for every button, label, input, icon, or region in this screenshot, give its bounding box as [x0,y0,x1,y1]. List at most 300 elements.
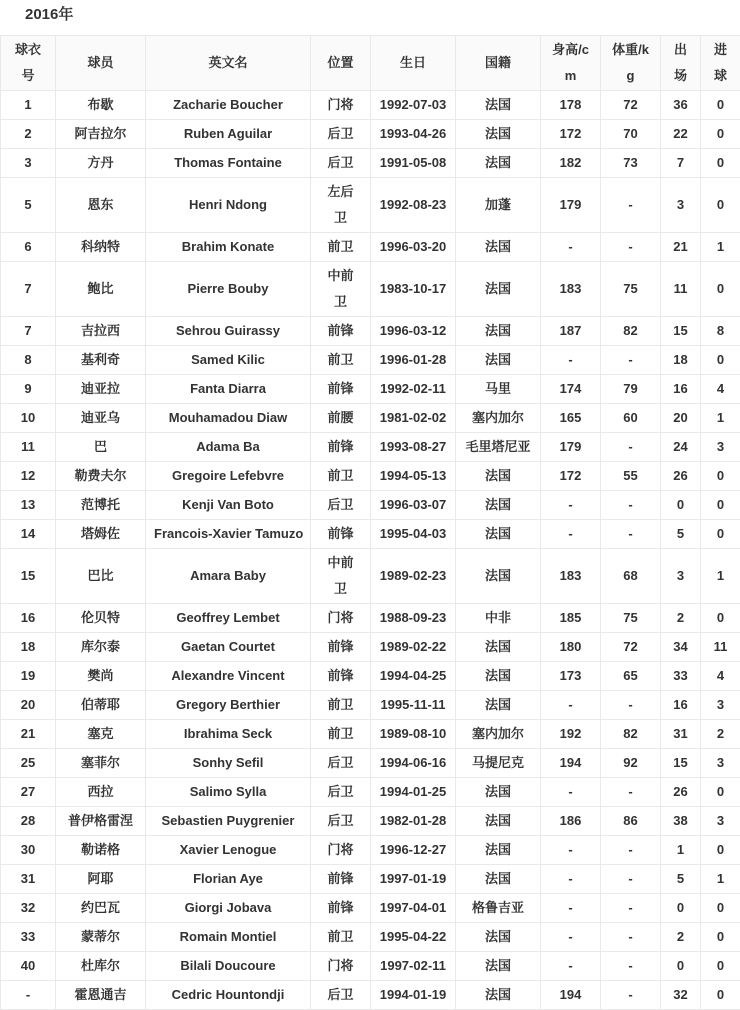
cell-player-name-en: Florian Aye [146,865,311,894]
cell-appearances: 7 [661,149,701,178]
column-header-position: 位置 [311,36,371,91]
cell-goals: 2 [701,720,740,749]
cell-jersey-number: 1 [1,91,56,120]
cell-height: 186 [541,807,601,836]
cell-jersey-number: 8 [1,346,56,375]
table-row [1,317,740,346]
cell-player-name-cn: 范博托 [56,491,146,520]
cell-weight: - [601,346,661,375]
cell-weight: 68 [601,549,661,604]
cell-player-name-en: Sonhy Sefil [146,749,311,778]
cell-weight: 92 [601,749,661,778]
cell-player-name-cn: 杜库尔 [56,952,146,981]
cell-weight: 82 [601,317,661,346]
cell-jersey-number: 31 [1,865,56,894]
table-row [1,691,740,720]
cell-nationality: 法国 [456,346,541,375]
cell-nationality: 法国 [456,262,541,317]
cell-player-name-cn: 霍恩通吉 [56,981,146,1010]
cell-goals: 0 [701,778,740,807]
cell-player-name-cn: 鲍比 [56,262,146,317]
table-row [1,491,740,520]
cell-height: - [541,346,601,375]
cell-height: - [541,691,601,720]
cell-weight: - [601,520,661,549]
cell-jersey-number: 15 [1,549,56,604]
cell-weight: 70 [601,120,661,149]
cell-nationality: 加蓬 [456,178,541,233]
cell-nationality: 法国 [456,549,541,604]
cell-appearances: 34 [661,633,701,662]
cell-player-name-cn: 勒诺格 [56,836,146,865]
cell-player-name-cn: 迪亚拉 [56,375,146,404]
cell-appearances: 1 [661,836,701,865]
cell-height: - [541,923,601,952]
table-row [1,807,740,836]
cell-player-name-cn: 普伊格雷涅 [56,807,146,836]
cell-player-name-cn: 巴比 [56,549,146,604]
cell-jersey-number: 18 [1,633,56,662]
cell-appearances: 31 [661,720,701,749]
cell-player-name-en: Gregoire Lefebvre [146,462,311,491]
cell-appearances: 33 [661,662,701,691]
cell-weight: - [601,178,661,233]
cell-nationality: 法国 [456,691,541,720]
cell-player-name-cn: 西拉 [56,778,146,807]
cell-appearances: 38 [661,807,701,836]
cell-player-name-en: Zacharie Boucher [146,91,311,120]
table-row [1,836,740,865]
cell-position: 前卫 [311,720,371,749]
cell-height: 165 [541,404,601,433]
cell-weight: 72 [601,633,661,662]
column-header-height: 身高/cm [541,36,601,91]
cell-birthday: 1992-02-11 [371,375,456,404]
cell-goals: 0 [701,462,740,491]
cell-jersey-number: 5 [1,178,56,233]
cell-nationality: 塞内加尔 [456,720,541,749]
cell-height: 183 [541,262,601,317]
cell-height: - [541,778,601,807]
cell-weight: - [601,233,661,262]
cell-jersey-number: 6 [1,233,56,262]
cell-goals: 11 [701,633,740,662]
cell-height: 178 [541,91,601,120]
cell-goals: 0 [701,91,740,120]
cell-player-name-cn: 塔姆佐 [56,520,146,549]
cell-birthday: 1989-08-10 [371,720,456,749]
cell-player-name-cn: 樊尚 [56,662,146,691]
cell-height: - [541,491,601,520]
cell-position: 后卫 [311,807,371,836]
table-row [1,149,740,178]
table-row [1,749,740,778]
roster-table-head [1,36,740,91]
cell-jersey-number: 14 [1,520,56,549]
cell-goals: 1 [701,865,740,894]
cell-position: 门将 [311,91,371,120]
cell-nationality: 法国 [456,149,541,178]
cell-height: 187 [541,317,601,346]
cell-position: 前卫 [311,923,371,952]
cell-goals: 0 [701,178,740,233]
cell-appearances: 15 [661,749,701,778]
cell-birthday: 1996-12-27 [371,836,456,865]
cell-nationality: 法国 [456,952,541,981]
cell-height: 185 [541,604,601,633]
cell-jersey-number: 10 [1,404,56,433]
roster-table-body [1,91,740,1010]
cell-appearances: 24 [661,433,701,462]
cell-goals: 4 [701,375,740,404]
cell-height: 172 [541,120,601,149]
cell-appearances: 2 [661,604,701,633]
cell-player-name-en: Henri Ndong [146,178,311,233]
cell-appearances: 16 [661,375,701,404]
cell-weight: 86 [601,807,661,836]
table-row [1,981,740,1010]
cell-height: 179 [541,433,601,462]
cell-position: 后卫 [311,149,371,178]
table-row [1,375,740,404]
cell-nationality: 法国 [456,520,541,549]
cell-birthday: 1983-10-17 [371,262,456,317]
cell-position: 前卫 [311,462,371,491]
cell-height: 179 [541,178,601,233]
cell-jersey-number: 40 [1,952,56,981]
cell-player-name-en: Fanta Diarra [146,375,311,404]
table-row [1,865,740,894]
cell-nationality: 法国 [456,865,541,894]
cell-birthday: 1988-09-23 [371,604,456,633]
cell-position: 后卫 [311,120,371,149]
cell-appearances: 3 [661,178,701,233]
cell-goals: 3 [701,433,740,462]
cell-weight: - [601,836,661,865]
cell-appearances: 22 [661,120,701,149]
cell-weight: 75 [601,262,661,317]
cell-goals: 0 [701,836,740,865]
column-header-appearances: 出场 [661,36,701,91]
cell-player-name-cn: 基利奇 [56,346,146,375]
cell-weight: 72 [601,91,661,120]
cell-height: 182 [541,149,601,178]
cell-position: 前锋 [311,520,371,549]
cell-jersey-number: 16 [1,604,56,633]
cell-player-name-en: Amara Baby [146,549,311,604]
cell-weight: - [601,923,661,952]
cell-goals: 0 [701,120,740,149]
cell-weight: 79 [601,375,661,404]
cell-nationality: 塞内加尔 [456,404,541,433]
table-row [1,633,740,662]
cell-goals: 1 [701,404,740,433]
cell-goals: 0 [701,491,740,520]
cell-goals: 0 [701,894,740,923]
cell-birthday: 1996-01-28 [371,346,456,375]
column-header-goals: 进球 [701,36,740,91]
cell-player-name-en: Sebastien Puygrenier [146,807,311,836]
cell-nationality: 法国 [456,662,541,691]
cell-birthday: 1994-01-25 [371,778,456,807]
cell-height: 173 [541,662,601,691]
cell-player-name-en: Francois-Xavier Tamuzo [146,520,311,549]
cell-jersey-number: 13 [1,491,56,520]
cell-player-name-en: Cedric Hountondji [146,981,311,1010]
cell-birthday: 1994-05-13 [371,462,456,491]
cell-nationality: 法国 [456,981,541,1010]
cell-player-name-en: Adama Ba [146,433,311,462]
cell-goals: 0 [701,149,740,178]
cell-height: 174 [541,375,601,404]
cell-position: 前卫 [311,346,371,375]
cell-nationality: 法国 [456,836,541,865]
cell-jersey-number: 7 [1,262,56,317]
cell-player-name-en: Bilali Doucoure [146,952,311,981]
cell-player-name-cn: 约巴瓦 [56,894,146,923]
cell-player-name-cn: 塞克 [56,720,146,749]
cell-weight: 82 [601,720,661,749]
cell-weight: 60 [601,404,661,433]
cell-weight: 65 [601,662,661,691]
cell-player-name-cn: 巴 [56,433,146,462]
cell-goals: 0 [701,923,740,952]
cell-nationality: 法国 [456,462,541,491]
cell-birthday: 1994-04-25 [371,662,456,691]
cell-position: 后卫 [311,778,371,807]
cell-player-name-en: Pierre Bouby [146,262,311,317]
cell-jersey-number: 28 [1,807,56,836]
cell-goals: 0 [701,952,740,981]
cell-goals: 1 [701,233,740,262]
cell-player-name-cn: 阿吉拉尔 [56,120,146,149]
cell-appearances: 11 [661,262,701,317]
cell-jersey-number: 12 [1,462,56,491]
table-row [1,604,740,633]
cell-birthday: 1995-04-22 [371,923,456,952]
cell-goals: 0 [701,262,740,317]
cell-birthday: 1982-01-28 [371,807,456,836]
cell-appearances: 5 [661,865,701,894]
cell-jersey-number: 27 [1,778,56,807]
table-row [1,662,740,691]
cell-nationality: 法国 [456,317,541,346]
cell-weight: 75 [601,604,661,633]
cell-player-name-cn: 库尔泰 [56,633,146,662]
cell-player-name-en: Geoffrey Lembet [146,604,311,633]
cell-jersey-number: 3 [1,149,56,178]
cell-position: 门将 [311,836,371,865]
cell-height: 194 [541,981,601,1010]
table-row [1,549,740,604]
cell-jersey-number: - [1,981,56,1010]
cell-appearances: 26 [661,462,701,491]
cell-position: 后卫 [311,749,371,778]
table-row [1,178,740,233]
cell-birthday: 1993-04-26 [371,120,456,149]
cell-position: 前锋 [311,865,371,894]
table-row [1,923,740,952]
cell-jersey-number: 25 [1,749,56,778]
cell-height: - [541,520,601,549]
table-row [1,404,740,433]
cell-nationality: 马提尼克 [456,749,541,778]
cell-position: 中前卫 [311,262,371,317]
cell-birthday: 1996-03-07 [371,491,456,520]
column-header-nationality: 国籍 [456,36,541,91]
cell-nationality: 法国 [456,233,541,262]
cell-weight: - [601,952,661,981]
cell-birthday: 1995-04-03 [371,520,456,549]
roster-table [0,35,740,1010]
table-row [1,462,740,491]
cell-goals: 3 [701,691,740,720]
cell-nationality: 法国 [456,120,541,149]
cell-appearances: 5 [661,520,701,549]
cell-player-name-en: Gaetan Courtet [146,633,311,662]
cell-height: - [541,894,601,923]
cell-jersey-number: 33 [1,923,56,952]
cell-position: 前锋 [311,317,371,346]
cell-appearances: 21 [661,233,701,262]
cell-appearances: 0 [661,952,701,981]
cell-nationality: 中非 [456,604,541,633]
cell-appearances: 0 [661,894,701,923]
table-row [1,520,740,549]
cell-nationality: 格鲁吉亚 [456,894,541,923]
cell-height: 194 [541,749,601,778]
cell-height: - [541,836,601,865]
cell-birthday: 1997-02-11 [371,952,456,981]
cell-jersey-number: 7 [1,317,56,346]
table-row [1,778,740,807]
cell-player-name-en: Brahim Konate [146,233,311,262]
cell-weight: - [601,778,661,807]
cell-player-name-cn: 伦贝特 [56,604,146,633]
cell-player-name-cn: 勒费夫尔 [56,462,146,491]
cell-nationality: 毛里塔尼亚 [456,433,541,462]
cell-birthday: 1994-06-16 [371,749,456,778]
cell-player-name-en: Xavier Lenogue [146,836,311,865]
cell-nationality: 法国 [456,91,541,120]
cell-height: 183 [541,549,601,604]
cell-appearances: 32 [661,981,701,1010]
cell-weight: 55 [601,462,661,491]
cell-birthday: 1996-03-20 [371,233,456,262]
cell-player-name-cn: 方丹 [56,149,146,178]
cell-jersey-number: 21 [1,720,56,749]
cell-appearances: 15 [661,317,701,346]
table-row [1,720,740,749]
cell-player-name-cn: 伯蒂耶 [56,691,146,720]
cell-goals: 0 [701,981,740,1010]
cell-position: 前锋 [311,662,371,691]
cell-height: - [541,865,601,894]
cell-goals: 8 [701,317,740,346]
cell-birthday: 1981-02-02 [371,404,456,433]
cell-player-name-en: Sehrou Guirassy [146,317,311,346]
cell-player-name-en: Mouhamadou Diaw [146,404,311,433]
cell-birthday: 1996-03-12 [371,317,456,346]
cell-birthday: 1995-11-11 [371,691,456,720]
cell-goals: 1 [701,549,740,604]
cell-weight: - [601,491,661,520]
cell-position: 前锋 [311,894,371,923]
cell-player-name-cn: 阿耶 [56,865,146,894]
cell-appearances: 26 [661,778,701,807]
cell-nationality: 法国 [456,778,541,807]
cell-birthday: 1994-01-19 [371,981,456,1010]
cell-weight: 73 [601,149,661,178]
cell-player-name-en: Ibrahima Seck [146,720,311,749]
cell-position: 前锋 [311,375,371,404]
cell-position: 门将 [311,952,371,981]
table-row [1,894,740,923]
cell-goals: 0 [701,604,740,633]
cell-birthday: 1992-08-23 [371,178,456,233]
cell-position: 前锋 [311,433,371,462]
cell-birthday: 1997-04-01 [371,894,456,923]
cell-player-name-cn: 吉拉西 [56,317,146,346]
cell-player-name-cn: 恩东 [56,178,146,233]
cell-nationality: 法国 [456,633,541,662]
cell-goals: 4 [701,662,740,691]
table-row [1,120,740,149]
cell-appearances: 0 [661,491,701,520]
cell-player-name-cn: 迪亚乌 [56,404,146,433]
table-row [1,91,740,120]
cell-nationality: 法国 [456,923,541,952]
cell-position: 左后卫 [311,178,371,233]
cell-appearances: 20 [661,404,701,433]
cell-player-name-cn: 科纳特 [56,233,146,262]
cell-player-name-en: Giorgi Jobava [146,894,311,923]
cell-height: 192 [541,720,601,749]
cell-height: - [541,952,601,981]
cell-birthday: 1989-02-23 [371,549,456,604]
cell-nationality: 法国 [456,491,541,520]
cell-position: 前腰 [311,404,371,433]
cell-appearances: 3 [661,549,701,604]
header-row [1,36,740,91]
cell-jersey-number: 30 [1,836,56,865]
cell-player-name-en: Samed Kilic [146,346,311,375]
cell-appearances: 16 [661,691,701,720]
cell-nationality: 法国 [456,807,541,836]
cell-position: 门将 [311,604,371,633]
cell-goals: 3 [701,749,740,778]
cell-player-name-cn: 布歇 [56,91,146,120]
cell-jersey-number: 11 [1,433,56,462]
page-title: 2016年 [0,0,740,35]
cell-goals: 0 [701,520,740,549]
cell-appearances: 36 [661,91,701,120]
cell-nationality: 马里 [456,375,541,404]
table-row [1,433,740,462]
cell-position: 中前卫 [311,549,371,604]
cell-player-name-en: Salimo Sylla [146,778,311,807]
cell-jersey-number: 32 [1,894,56,923]
cell-birthday: 1989-02-22 [371,633,456,662]
cell-player-name-en: Kenji Van Boto [146,491,311,520]
cell-goals: 3 [701,807,740,836]
cell-weight: - [601,691,661,720]
column-header-player-name-cn: 球员 [56,36,146,91]
cell-birthday: 1997-01-19 [371,865,456,894]
cell-weight: - [601,433,661,462]
cell-appearances: 18 [661,346,701,375]
cell-player-name-en: Thomas Fontaine [146,149,311,178]
